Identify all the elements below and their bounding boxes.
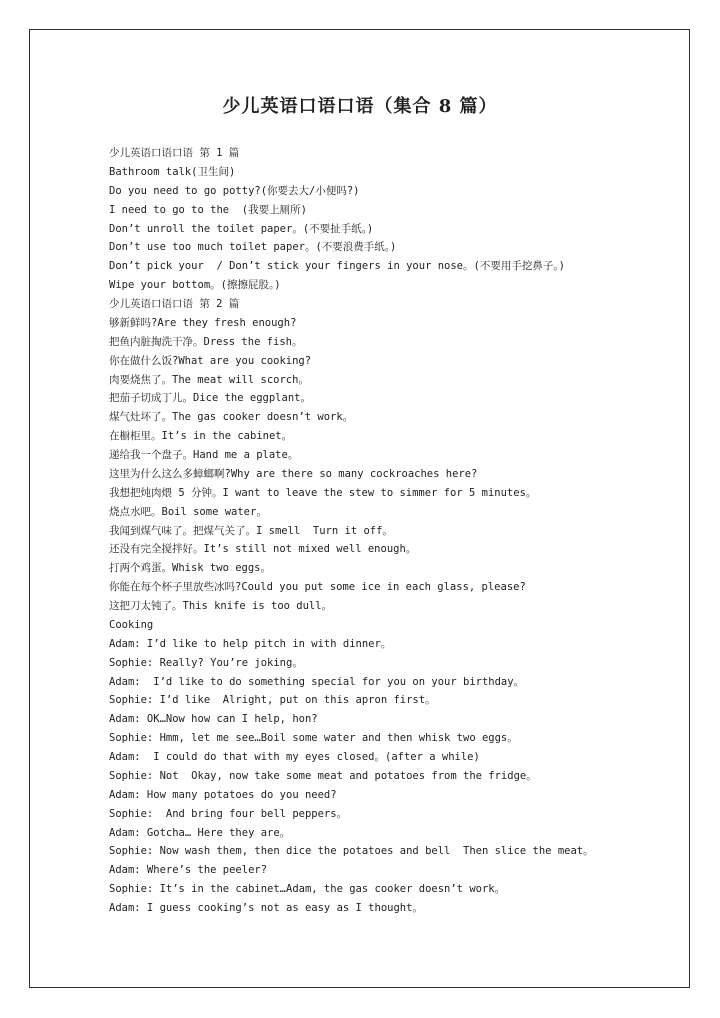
document-line: Sophie: Now wash them, then dice the potatoes and bell Then slice the meat。	[109, 845, 594, 858]
document-line: Sophie: It’s in the cabinet…Adam, the gas cooker doesn’t work。	[109, 883, 506, 896]
document-line: Adam: OK…Now how can I help, hon?	[109, 713, 318, 726]
document-line: 你在做什么饭?What are you cooking?	[109, 354, 312, 367]
document-line: Sophie: Really? You’re joking。	[109, 656, 303, 669]
document-line: Adam: I guess cooking’s not as easy as I thought。	[109, 902, 423, 914]
document-line: Don’t use too much toilet paper。(不要浪费手纸。)	[109, 241, 397, 254]
document-line: Sophie: I’d like Alright, put on this apron first。	[109, 694, 436, 707]
document-line: 少儿英语口语口语 第 2 篇	[109, 298, 240, 310]
document-line: 把茄子切成丁儿。Dice the eggplant。	[109, 392, 311, 405]
document-title: 少儿英语口语口语（集合 8 篇）	[222, 96, 498, 117]
document-line: 够新鲜吗?Are they fresh enough?	[109, 316, 297, 329]
document-body	[109, 144, 699, 918]
document-line: 我闻到煤气味了。把煤气关了。I smell Turn it off。	[109, 524, 393, 537]
document-line: 把鱼内脏掏洗干净。Dress the fish。	[109, 335, 303, 348]
document-line: 这把刀太钝了。This knife is too dull。	[109, 600, 333, 612]
document-line: Wipe your bottom。(擦擦屁股。)	[109, 279, 281, 292]
document-line: 肉要烧焦了。The meat will scorch。	[109, 373, 309, 386]
document-line: Don’t pick your / Don’t stick your fingers in your nose。(不要用手挖鼻子。)	[109, 260, 565, 273]
document-line: 烧点水吧。Boil some water。	[109, 505, 267, 518]
document-line: I need to go to the (我要上厕所)	[109, 203, 307, 216]
document-line: 煤气灶坏了。The gas cooker doesn’t work。	[109, 411, 354, 424]
document-line: Do you need to go potty?(你要去大/小便吗?)	[109, 184, 360, 197]
document-line: Adam: Where’s the peeler?	[109, 864, 268, 877]
document-line: Sophie: And bring four bell peppers。	[109, 807, 348, 820]
document-line: Cooking	[109, 618, 154, 631]
document-line: Adam: I’d like to do something special for you on your birthday。	[109, 675, 525, 688]
document-line: Adam: I could do that with my eyes closed。(after a while)	[109, 751, 480, 763]
document-line: Adam: Gotcha… Here they are。	[109, 826, 291, 839]
document-line: 打两个鸡蛋。Whisk two eggs。	[109, 562, 272, 575]
document-line: Don’t unroll the toilet paper。(不要扯手纸。)	[109, 222, 374, 235]
document-line: Sophie: Not Okay, now take some meat and potatoes from the fridge。	[109, 769, 537, 782]
document-line: Sophie: Hmm, let me see…Boil some water and then whisk two eggs。	[109, 732, 518, 745]
document-line: Bathroom talk(卫生间)	[109, 165, 236, 178]
document-line: 我想把炖肉煨 5 分钟。I want to leave the stew to simmer for 5 minutes。	[109, 486, 537, 499]
document-line: 你能在每个杯子里放些冰吗?Could you put some ice in each glass, please?	[109, 581, 526, 594]
document-line: 这里为什么这么多蟑螂啊?Why are there so many cockroaches here?	[109, 467, 478, 480]
document-line: Adam: I’d like to help pitch in with dinner。	[109, 637, 392, 650]
document-line: 还没有完全搅拌好。It’s still not mixed well enough。	[109, 543, 417, 556]
document-line: 递给我一个盘子。Hand me a plate。	[109, 449, 299, 461]
document-line: 在橱柜里。It’s in the cabinet。	[109, 430, 293, 443]
document-line: 少儿英语口语口语 第 1 篇	[109, 147, 240, 159]
document-line: Adam: How many potatoes do you need?	[109, 788, 337, 801]
